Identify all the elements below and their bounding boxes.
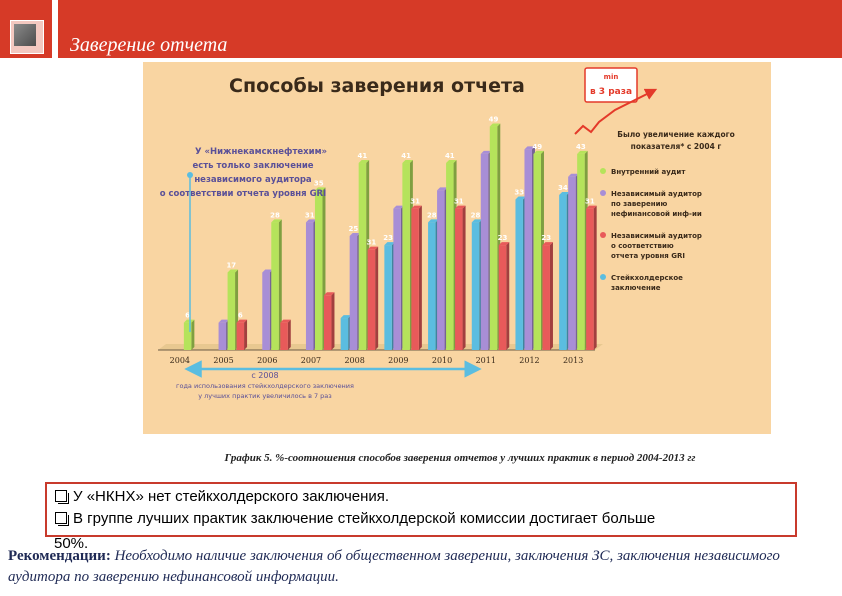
- x-tick-label: 2006: [257, 356, 278, 365]
- recommendation-text: Необходимо наличие заключения об общественном заверении, заключения ЗС, заключения независимого аудитора по заверению нефинансовой информации.: [8, 548, 780, 585]
- bar-2008-3: [341, 318, 349, 350]
- x-tick-label: 2010: [431, 356, 453, 365]
- growth-text-line-1: Было увеличение каждого: [617, 130, 735, 139]
- x-tick-label: 2008: [344, 356, 365, 365]
- data-label: 23: [541, 234, 552, 243]
- legend-label: по заверению: [611, 200, 668, 208]
- data-label: 28: [426, 211, 437, 220]
- bar-side: [463, 206, 466, 350]
- chart-panel: [143, 62, 771, 434]
- bar-2013-3: [559, 195, 567, 350]
- bar-2011-2: [499, 245, 507, 350]
- bar-side: [419, 206, 422, 350]
- bar-2010-3: [428, 222, 436, 350]
- data-label: 23: [497, 234, 508, 243]
- data-label: 31: [410, 197, 420, 206]
- data-label: 34: [558, 183, 568, 192]
- bar-side: [331, 292, 334, 350]
- legend-label: о соответствию: [611, 242, 674, 250]
- note-line-2: [55, 510, 655, 527]
- annotation-2008-line: года использования стейкхолдерского заключения: [176, 382, 354, 390]
- bar-side: [375, 247, 378, 350]
- bar-2006-0: [271, 222, 279, 350]
- note-line-2-text: В группе лучших практик заключение стейкхолдерской комиссии достигает больше: [73, 510, 656, 527]
- data-label: 41: [444, 152, 455, 161]
- bar-2012-0: [533, 154, 541, 350]
- bar-2009-1: [393, 209, 401, 350]
- bar-2012-3: [515, 200, 523, 350]
- data-label: 6: [237, 311, 243, 320]
- legend-marker: [600, 168, 606, 174]
- data-label: 6: [185, 311, 191, 320]
- callout-line-1: min: [603, 73, 619, 81]
- bar-2012-1: [524, 149, 532, 350]
- legend-label: Внутренний аудит: [611, 168, 686, 176]
- x-tick-label: 2013: [562, 356, 584, 365]
- legend-marker: [600, 232, 606, 238]
- bar-2010-2: [455, 209, 463, 350]
- data-label: 33: [514, 188, 525, 197]
- data-label: 23: [383, 234, 393, 243]
- data-label: 41: [401, 152, 411, 161]
- bar-chart: [143, 62, 771, 434]
- bar-2011-1: [481, 154, 489, 350]
- bar-side: [594, 206, 597, 350]
- callout-line-2: в 3 раза: [589, 87, 633, 97]
- data-label: 17: [226, 261, 237, 270]
- data-label: 25: [348, 225, 359, 233]
- bar-side: [191, 320, 194, 350]
- checkbox-bullet-icon: [55, 490, 67, 502]
- x-tick-label: 2012: [519, 356, 540, 365]
- bar-2006-2: [280, 323, 288, 350]
- note-line-2-overflow: 50%.: [54, 535, 89, 552]
- bar-2009-2: [411, 209, 419, 350]
- data-label: 43: [576, 142, 586, 151]
- recommendation-label: Рекомендации:: [8, 548, 111, 564]
- legend-label: нефинансовой инф-ии: [611, 210, 702, 218]
- checkbox-bullet-icon: [55, 512, 67, 524]
- annotation-nknh-line: У «Нижнекамскнефтехим»: [194, 147, 328, 157]
- data-label: 28: [270, 211, 280, 220]
- recommendation: [8, 546, 838, 588]
- bar-2013-0: [577, 154, 585, 350]
- data-label: 35: [313, 179, 324, 188]
- data-label: 31: [585, 197, 595, 206]
- annotation-nknh-dot: [187, 172, 193, 178]
- legend-marker: [600, 274, 606, 280]
- legend-marker: [600, 190, 606, 196]
- legend-label: отчета уровня GRI: [611, 252, 685, 260]
- annotation-nknh-line: о соответствии отчета уровня GRI: [159, 189, 327, 199]
- x-tick-label: 2011: [475, 356, 496, 365]
- data-label: 31: [366, 238, 377, 247]
- bar-2009-3: [384, 245, 392, 350]
- header-divider: [52, 0, 58, 58]
- x-tick-label: 2009: [388, 356, 409, 365]
- bar-2006-1: [262, 272, 270, 350]
- chart-caption: График 5. %-соотношения способов заверения отчетов у лучших практик в период 2004-2013 гг: [224, 452, 696, 464]
- data-label: 49: [488, 115, 499, 124]
- bar-2013-1: [568, 177, 576, 350]
- bar-side: [288, 320, 291, 350]
- annotation-nknh-line: есть только заключение: [192, 161, 314, 171]
- legend-label: заключение: [611, 284, 661, 292]
- chart-title: Способы заверения отчета: [229, 75, 525, 97]
- bar-2008-2: [368, 250, 376, 350]
- bar-2011-0: [490, 127, 498, 350]
- bar-2008-0: [359, 163, 367, 350]
- bar-2013-2: [586, 209, 594, 350]
- growth-text-line-2: показателя* с 2004 г: [630, 142, 722, 151]
- data-label: 49: [532, 142, 543, 151]
- bar-2005-2: [237, 323, 245, 350]
- bar-side: [550, 242, 553, 350]
- legend-label: Независимый аудитор: [611, 232, 702, 240]
- bar-2011-3: [472, 222, 480, 350]
- bar-2005-1: [219, 323, 227, 350]
- bar-2005-0: [228, 272, 236, 350]
- bar-2008-1: [350, 236, 358, 350]
- bar-2007-1: [306, 222, 314, 350]
- bar-2009-0: [402, 163, 410, 350]
- legend-label: Независимый аудитор: [611, 190, 702, 198]
- legend-label: Стейкхолдерское: [611, 274, 683, 282]
- x-tick-label: 2007: [300, 356, 322, 365]
- note-line-1: [55, 488, 389, 505]
- bar-2010-1: [437, 190, 445, 350]
- logo-inner-square-icon: [14, 24, 36, 46]
- data-label: 31: [453, 197, 464, 206]
- bar-side: [506, 242, 509, 350]
- bar-2012-2: [542, 245, 550, 350]
- page-title: Заверение отчета: [70, 34, 228, 56]
- bar-2007-2: [324, 295, 332, 350]
- annotation-2008-line: у лучших практик увеличилось в 7 раз: [198, 392, 332, 400]
- bar-2010-0: [446, 163, 454, 350]
- data-label: 31: [304, 211, 315, 220]
- data-label: 41: [357, 152, 368, 161]
- x-tick-label: 2005: [213, 356, 234, 365]
- notes-box: [45, 482, 797, 537]
- annotation-nknh-line: независимого аудитора: [194, 175, 312, 185]
- bar-2007-0: [315, 190, 323, 350]
- data-label: 28: [470, 211, 481, 220]
- note-line-1-text: У «НКНХ» нет стейкхолдерского заключения.: [73, 488, 390, 505]
- x-tick-label: 2004: [169, 356, 191, 365]
- annotation-2008-line: с 2008: [251, 371, 279, 380]
- bar-side: [244, 320, 247, 350]
